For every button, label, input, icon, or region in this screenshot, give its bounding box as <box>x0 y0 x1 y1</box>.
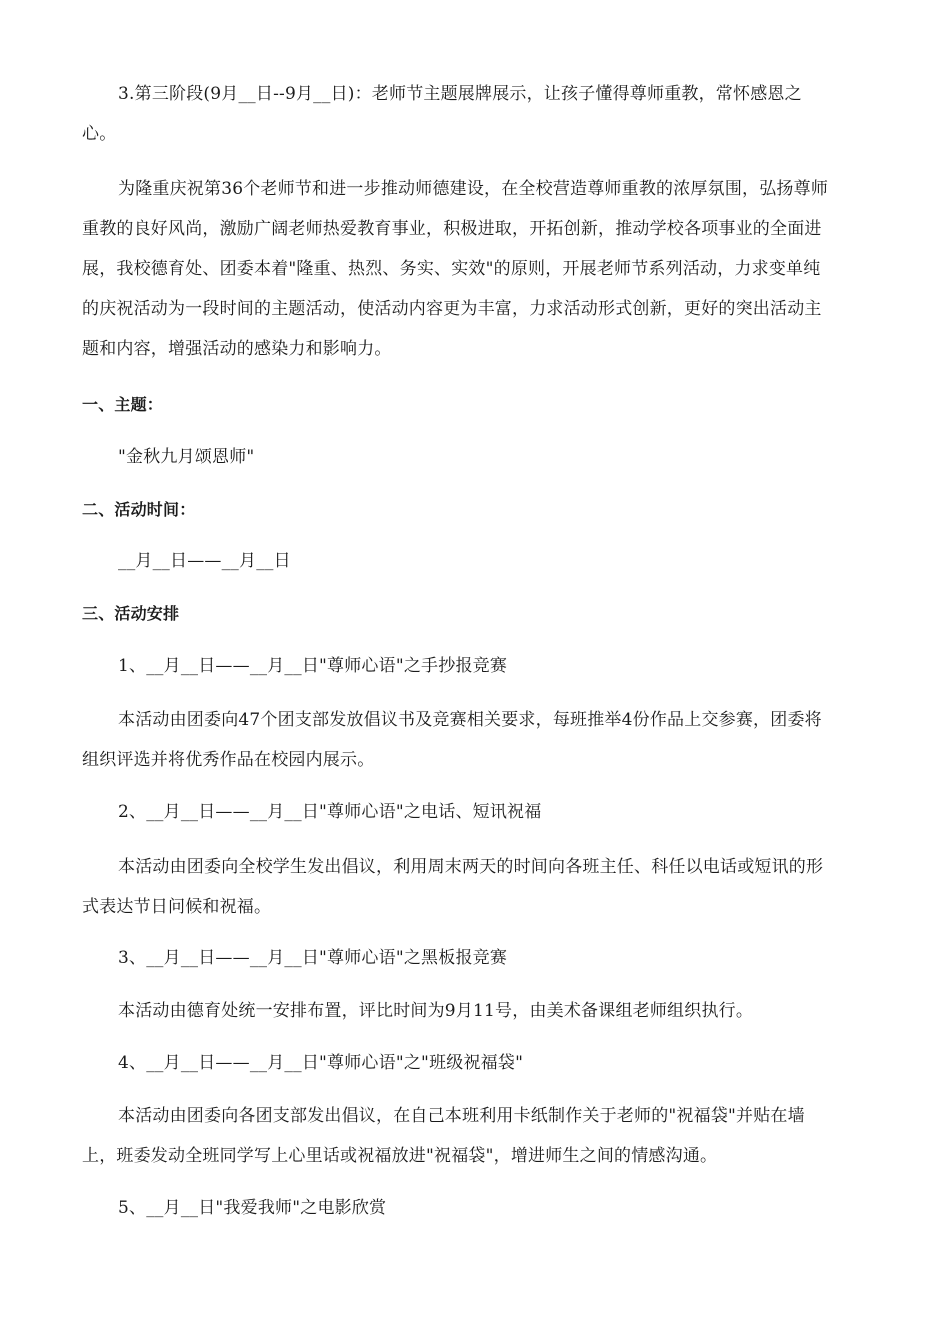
intro-line-1: 为隆重庆祝第36个老师节和进一步推动师德建设，在全校营造尊师重教的浓厚氛围，弘扬尊师 <box>118 179 829 199</box>
section3-heading: 三、活动安排 <box>82 604 180 623</box>
section2-heading: 二、活动时间： <box>82 500 196 519</box>
intro-line-2: 重教的良好风尚，激励广阔老师热爱教育事业，积极进取，开拓创新，推动学校各项事业的全面进 <box>82 219 822 239</box>
intro-line-3: 展，我校德育处、团委本着"隆重、热烈、务实、实效"的原则，开展老师节系列活动，力求变单纯 <box>82 259 821 279</box>
activity-1-line-2: 组织评选并将优秀作品在校园内展示。 <box>82 750 375 770</box>
activity-3-title: 3、__月__日——__月__日"尊师心语"之黑板报竞赛 <box>118 948 508 968</box>
activity-4-line-2: 上，班委发动全班同学写上心里话或祝福放进"祝福袋"，增进师生之间的情感沟通。 <box>82 1146 718 1166</box>
section2-content: __月__日——__月__日 <box>118 551 291 571</box>
intro-line-4: 的庆祝活动为一段时间的主题活动，使活动内容更为丰富，力求活动形式创新，更好的突出活动主 <box>82 299 822 319</box>
activity-4-line-1: 本活动由团委向各团支部发出倡议，在自己本班利用卡纸制作关于老师的"祝福袋"并贴在墙 <box>118 1106 805 1126</box>
stage3-line-2: 心。 <box>82 124 117 144</box>
activity-1-title: 1、__月__日——__月__日"尊师心语"之手抄报竞赛 <box>118 656 508 676</box>
activity-1-line-1: 本活动由团委向47个团支部发放倡议书及竞赛相关要求，每班推举4份作品上交参赛，团委将 <box>118 710 822 730</box>
intro-line-5: 题和内容，增强活动的感染力和影响力。 <box>82 339 392 359</box>
activity-2-title: 2、__月__日——__月__日"尊师心语"之电话、短讯祝福 <box>118 802 542 822</box>
section1-heading: 一、主题： <box>82 395 164 414</box>
section1-content: "金秋九月颂恩师" <box>118 447 255 467</box>
activity-5-title: 5、__月__日"我爱我师"之电影欣赏 <box>118 1198 387 1218</box>
stage3-line-1: 3.第三阶段(9月__日--9月__日)：老师节主题展牌展示，让孩子懂得尊师重教，常怀感恩之 <box>118 84 802 104</box>
activity-4-title: 4、__月__日——__月__日"尊师心语"之"班级祝福袋" <box>118 1053 524 1073</box>
activity-2-line-2: 式表达节日问候和祝福。 <box>82 897 272 917</box>
activity-3-line-1: 本活动由德育处统一安排布置，评比时间为9月11号，由美术备课组老师组织执行。 <box>118 1001 754 1021</box>
activity-2-line-1: 本活动由团委向全校学生发出倡议，利用周末两天的时间向各班主任、科任以电话或短讯的形 <box>118 857 824 877</box>
